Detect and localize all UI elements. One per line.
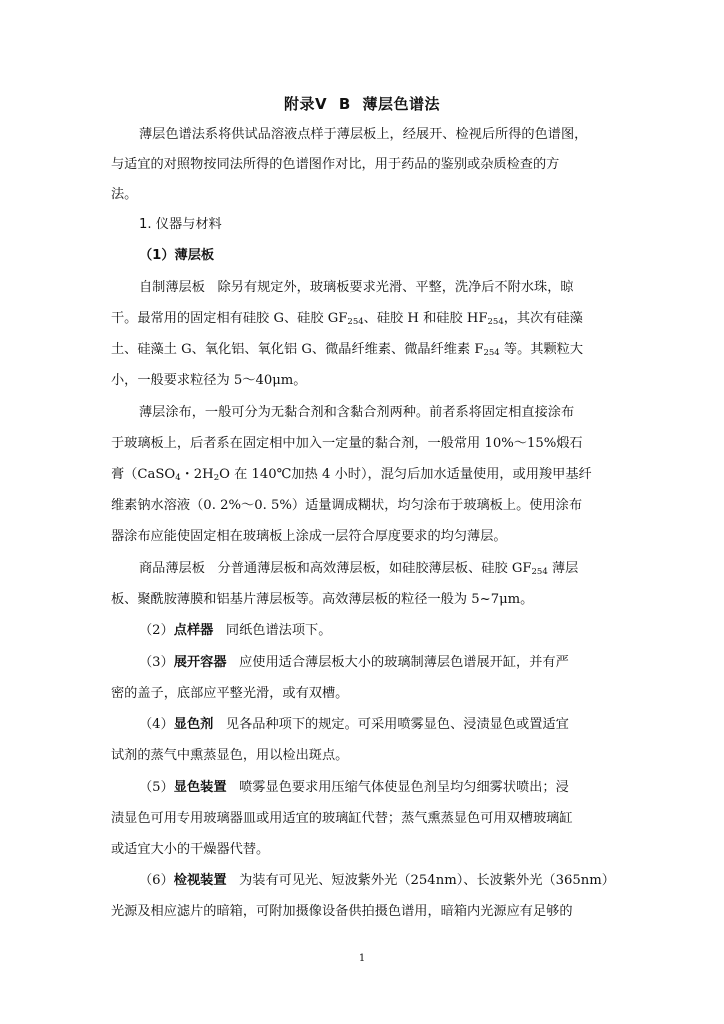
plate-line-4: 小，一般要求粒径为 5～40μm。 (111, 373, 307, 388)
title-letter: B (338, 95, 351, 113)
coat-line-4: 维素钠水溶液（0. 2%～0. 5%）适量调成糊状，均匀涂布于玻璃板上。使用涂布 (111, 498, 583, 513)
viewer-head: 检视装置 (173, 873, 227, 888)
viewer-line-1 (139, 872, 615, 890)
intro-line-3: 法。 (111, 187, 138, 202)
sprayer-line-1 (139, 779, 611, 797)
plate-head: 自制薄层板 (139, 280, 205, 295)
title-name: 薄层色谱法 (362, 95, 441, 113)
coat-line-1: 薄层涂布，一般可分为无黏合剂和含黏合剂两种。前者系将固定相直接涂布 (139, 405, 575, 420)
sprayer-text-1: 喷雾显色要求用压缩气体使显色剂呈均匀细雾状喷出；浸 (239, 780, 569, 795)
plate-text-2a: 干。最常用的固定相有硅胶 G、硅胶 GF (111, 311, 348, 326)
section-heading (139, 216, 611, 234)
coat-text-3b: ・2H (180, 467, 214, 482)
reagent-head: 显色剂 (173, 717, 214, 732)
page-title (0, 93, 724, 114)
coat-line-3 (111, 466, 611, 484)
sprayer-head: 显色装置 (173, 780, 227, 795)
chamber-head: 展开容器 (173, 655, 227, 670)
viewer-line-2: 光源及相应滤片的暗箱，可附加摄像设备供拍摄色谱用，暗箱内光源应有足够的 (111, 904, 573, 919)
title-appendix: 附录Ⅴ (283, 95, 328, 113)
plate-text-3a: 土、硅藻土 G、氧化铝、氧化铝 G、微晶纤维素、微晶纤维素 F (111, 342, 484, 357)
plate-sub-2: 254 (487, 317, 504, 327)
chamber-line-1 (139, 654, 611, 672)
sprayer-line-3: 或适宜大小的干燥器代替。 (111, 842, 270, 857)
subheading-plate (139, 247, 611, 265)
plate-line-3 (111, 341, 611, 359)
plate-text-2b: 、硅胶 H 和硅胶 HF (363, 311, 488, 326)
reagent-text-1: 见各品种项下的规定。可采用喷雾显色、浸渍显色或置适宜 (225, 717, 569, 732)
coat-text-3c: O 在 140℃加热 4 小时），混匀后加水适量使用，或用羧甲基纤 (219, 467, 592, 482)
spotter-head: 点样器 (173, 623, 214, 638)
reagent-line-1 (139, 716, 611, 734)
viewer-text-1: 为装有可见光、短波紫外光（254nm）、长波紫外光（365nm） (239, 873, 615, 888)
plate-line-2 (111, 310, 611, 328)
chamber-num: （3） (139, 655, 174, 670)
intro-line-1: 薄层色谱法系将供试品溶液点样于薄层板上，经展开、检视后所得的色谱图， (139, 127, 588, 142)
spotter-text: 同纸色谱法项下。 (225, 623, 332, 638)
section-heading-text: 1. 仪器与材料 (139, 217, 222, 232)
commercial-sub: 254 (531, 567, 548, 577)
reagent-num: （4） (139, 717, 174, 732)
subheading-plate-text: （1）薄层板 (139, 248, 215, 263)
commercial-line-1 (139, 560, 611, 578)
plate-sub-1: 254 (347, 317, 364, 327)
coat-sub-2: 2 (213, 473, 220, 483)
coat-line-2: 于玻璃板上，后者系在固定相中加入一定量的黏合剂，一般常用 10%～15%煅石 (111, 436, 583, 451)
plate-text-2c: ，其次有硅藻 (503, 311, 583, 326)
sprayer-num: （5） (139, 780, 174, 795)
sprayer-line-2: 渍显色可用专用玻璃器皿或用适宜的玻璃缸代替；蒸气熏蒸显色可用双槽玻璃缸 (111, 811, 573, 826)
coat-sub-1: 4 (175, 473, 181, 483)
plate-text-1: 除另有规定外，玻璃板要求光滑、平整，洗净后不附水珠，晾 (217, 280, 574, 295)
viewer-num: （6） (139, 873, 174, 888)
spotter-line (139, 622, 611, 640)
plate-sub-3: 254 (483, 348, 500, 358)
commercial-text-1a: 分普通薄层板和高效薄层板，如硅胶薄层板、硅胶 GF (217, 561, 532, 576)
reagent-line-2: 试剂的蒸气中熏蒸显色，用以检出斑点。 (111, 748, 349, 763)
commercial-line-2: 板、聚酰胺薄膜和铝基片薄层板等。高效薄层板的粒径一般为 5~7μm。 (111, 592, 534, 607)
chamber-line-2: 密的盖子，底部应平整光滑，或有双槽。 (111, 686, 349, 701)
commercial-head: 商品薄层板 (139, 561, 205, 576)
chamber-text-1: 应使用适合薄层板大小的玻璃制薄层色谱展开缸，并有严 (239, 655, 569, 670)
commercial-text-1b: 薄层 (547, 561, 579, 576)
spotter-num: （2） (139, 623, 174, 638)
coat-text-3a: 膏（CaSO (111, 467, 176, 482)
plate-line-1 (139, 279, 611, 297)
intro-line-2: 与适宜的对照物按同法所得的色谱图作对比，用于药品的鉴别或杂质检查的方 (111, 157, 560, 172)
coat-line-5: 器涂布应能使固定相在玻璃板上涂成一层符合厚度要求的均匀薄层。 (111, 529, 507, 544)
plate-text-3b: 等。其颗粒大 (499, 342, 584, 357)
page-number: 1 (358, 953, 366, 964)
